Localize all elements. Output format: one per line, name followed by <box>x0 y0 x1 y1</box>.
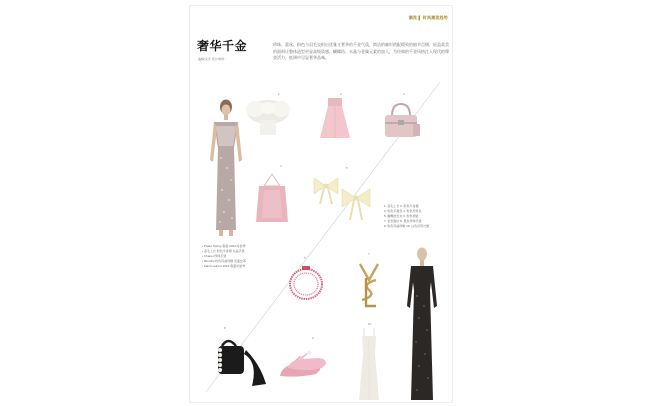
caption-line: • 羽毛上衣 粉色半身裙 水晶手袋 <box>202 249 245 253</box>
pink-necklace-image <box>286 264 326 304</box>
black-pearl-bag-image <box>208 334 274 390</box>
caption-line: 7. 金色胸针 8. 黑色珍珠手袋 <box>384 219 422 223</box>
item-number: 8 <box>224 326 226 330</box>
caption-line: • Saint Laurent 2024 春夏时装秀 <box>202 264 246 268</box>
caption-line: • Chanel 珍珠手袋 <box>202 254 227 258</box>
runway-model-left-image <box>202 98 250 238</box>
white-slip-dress-image <box>356 326 382 402</box>
item-number: 1 <box>278 92 280 96</box>
caption-line: 3. 粉色手提包 4. 粉色托特包 <box>384 209 422 213</box>
gold-brooch-image <box>356 260 382 310</box>
item-number: 7 <box>368 252 370 256</box>
caption-line: 5. 蝴蝶结发夹 6. 粉色项链 <box>384 214 419 218</box>
byline: 编辑/文字 设计/制作 <box>198 57 225 61</box>
intro-paragraph: 珍珠、蕾丝、粉色与羽毛交织出优雅又奢华的千金气质，简洁的廓形搭配精致的细节点缀，轻盈柔美的面料让整体造型更显高级质感。蝴蝶结、水晶与金属元素的加入，为经典的千金风格注入现代的摩登活力，低调中尽显奢华品味。 <box>273 42 449 61</box>
pink-handbag-image <box>380 102 422 140</box>
item-number: 2 <box>340 92 342 96</box>
article-title: 奢华千金 <box>197 39 248 53</box>
item-number: 3 <box>403 92 405 96</box>
pink-tote-image <box>254 172 290 224</box>
bow-clips-image <box>312 174 374 226</box>
runway-model-right-image <box>402 246 442 406</box>
pink-skirt-image <box>318 98 352 140</box>
caption-line: • Miu Miu 粉色玛丽珍鞋 亮面皮革 <box>202 259 247 263</box>
item-number: 9 <box>312 336 314 340</box>
pink-mary-janes-image <box>278 346 328 384</box>
item-number: 4 <box>280 164 282 168</box>
item-number: 5 <box>346 166 348 170</box>
feather-top-image <box>245 98 291 138</box>
caption-right <box>384 204 429 229</box>
caption-line: 1. 羽毛上衣 2. 粉色半身裙 <box>384 204 419 208</box>
caption-line: 9. 粉色玛丽珍鞋 10. 白色吊带长裙 <box>384 224 430 228</box>
magazine-page <box>190 6 452 402</box>
caption-left <box>202 244 246 269</box>
section-header-tag: 潮流 ▌ 时尚潮流趋势 <box>408 15 448 20</box>
item-number: 10 <box>368 322 372 326</box>
item-number: 6 <box>304 256 306 260</box>
caption-line: • Prada Spring 春夏 2024 时装秀 <box>202 244 246 248</box>
